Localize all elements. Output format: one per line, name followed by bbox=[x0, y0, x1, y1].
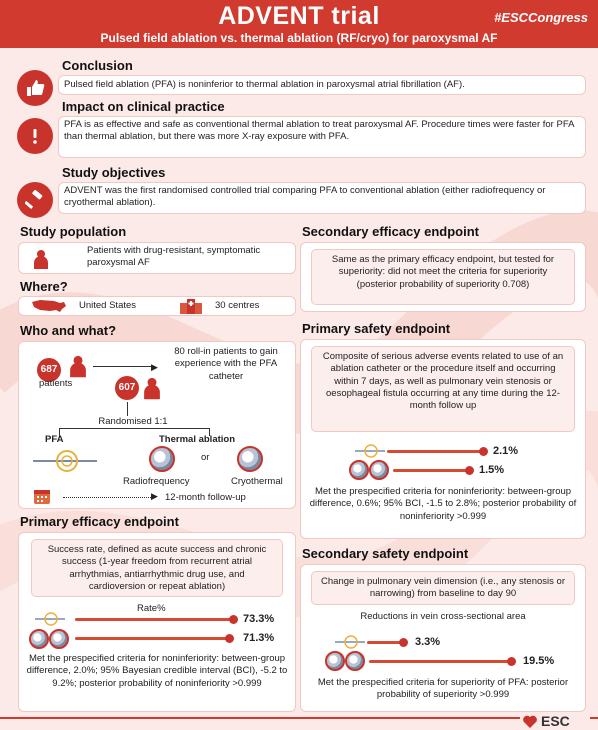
person-icon bbox=[69, 354, 87, 378]
where-centres: 30 centres bbox=[215, 300, 260, 311]
pfa-efficacy-dot bbox=[229, 615, 238, 624]
pfa-pv-bar bbox=[367, 641, 403, 644]
rate-label: Rate% bbox=[137, 603, 166, 614]
who-box bbox=[18, 341, 296, 509]
thermal-pv-dot bbox=[507, 657, 516, 666]
thermal-pv-value: 19.5% bbox=[523, 655, 555, 667]
pfa-pv-value: 3.3% bbox=[415, 636, 441, 648]
alert-icon bbox=[17, 118, 53, 154]
followup-line bbox=[63, 497, 153, 498]
thermal-label: Thermal ablation bbox=[159, 434, 236, 445]
primary-efficacy-heading: Primary efficacy endpoint bbox=[20, 514, 179, 529]
pfa-catheter-icon bbox=[355, 443, 385, 459]
person-icon bbox=[143, 376, 161, 400]
rf-catheter-icon bbox=[29, 629, 49, 649]
rf-catheter-icon bbox=[349, 460, 369, 480]
secondary-efficacy-text: Same as the primary efficacy endpoint, but tested for superiority: did not meet the criteria for superiority (posterior probability of superiority 0.708) bbox=[311, 249, 575, 305]
primary-efficacy-definition: Success rate, defined as acute success and chronic success (1-year freedom from recurrent atrial arrhythmias, antiarrhythmic drug use, and cardioversion or repeat ablation) bbox=[31, 539, 283, 597]
secondary-safety-definition: Change in pulmonary vein dimension (i.e., any stenosis or narrowing) from baseline to day 90 bbox=[311, 571, 575, 605]
thermal-efficacy-dot bbox=[225, 634, 234, 643]
secondary-safety-subtitle: Reductions in vein cross-sectional area bbox=[360, 611, 526, 622]
population-text: Patients with drug-resistant, symptomatic paroxysmal AF bbox=[87, 245, 261, 269]
patients-count-badge: 687 bbox=[37, 358, 61, 382]
radiofrequency-catheter-icon bbox=[149, 446, 175, 472]
rf-catheter-icon bbox=[325, 651, 345, 671]
conclusion-text: Pulsed field ablation (PFA) is noninferior to thermal ablation in paroxysmal atrial fibrillation (AF). bbox=[58, 75, 586, 95]
cryo-catheter-icon bbox=[369, 460, 389, 480]
hashtag: #ESCCongress bbox=[494, 10, 588, 25]
primary-efficacy-box bbox=[18, 532, 296, 712]
thermal-efficacy-value: 71.3% bbox=[243, 632, 275, 644]
objectives-heading: Study objectives bbox=[62, 165, 166, 180]
esc-logo-text: ESC bbox=[541, 713, 570, 729]
conclusion-heading: Conclusion bbox=[62, 58, 133, 73]
pfa-safety-value: 2.1% bbox=[493, 445, 519, 457]
followup-label: 12-month follow-up bbox=[165, 492, 246, 503]
pfa-catheter-icon bbox=[35, 611, 65, 627]
or-label: or bbox=[201, 452, 210, 463]
pfa-safety-dot bbox=[479, 447, 488, 456]
thermal-safety-bar bbox=[393, 469, 467, 472]
where-heading: Where? bbox=[20, 279, 68, 294]
cryo-catheter-icon bbox=[345, 651, 365, 671]
calendar-icon bbox=[33, 488, 51, 504]
primary-safety-result: Met the prespecified criteria for noninferiority: between-group difference, 0.6%; 95% BCI, -1.5 to 2.8%; posterior probability of noninferiority >0.999 bbox=[309, 486, 577, 522]
us-map-icon bbox=[31, 299, 67, 313]
randomised-label: Randomised 1:1 bbox=[98, 416, 168, 427]
arrow-head-icon: ▶ bbox=[151, 491, 158, 501]
impact-text: PFA is as effective and safe as conventional thermal ablation to treat paroxysmal AF. Procedure times were faster for PFA than thermal ablation, but there was more X-ray exposure with PFA. bbox=[58, 116, 586, 158]
primary-safety-heading: Primary safety endpoint bbox=[302, 321, 451, 336]
branch-line bbox=[59, 428, 209, 429]
where-box bbox=[18, 296, 296, 316]
primary-safety-box bbox=[300, 339, 586, 539]
pfa-label: PFA bbox=[45, 434, 64, 445]
page-title: ADVENT trial bbox=[218, 2, 380, 30]
thermal-safety-dot bbox=[465, 466, 474, 475]
heart-icon bbox=[522, 714, 538, 729]
arrow-head-icon: ▶ bbox=[151, 362, 158, 372]
who-heading: Who and what? bbox=[20, 323, 117, 338]
cryo-label: Cryothermal bbox=[231, 476, 283, 487]
secondary-efficacy-box bbox=[300, 242, 586, 312]
hospital-icon bbox=[179, 298, 203, 314]
footer-rule bbox=[0, 717, 598, 719]
gavel-icon bbox=[17, 182, 53, 218]
population-heading: Study population bbox=[20, 224, 127, 239]
rollin-text: 80 roll-in patients to gain experience with the PFA catheter bbox=[174, 346, 278, 382]
thermal-efficacy-bar bbox=[75, 637, 229, 640]
arrow-line bbox=[93, 366, 155, 367]
thermal-safety-value: 1.5% bbox=[479, 464, 505, 476]
pfa-catheter-icon bbox=[335, 634, 365, 650]
cryo-catheter-icon bbox=[237, 446, 263, 472]
cryo-catheter-icon bbox=[49, 629, 69, 649]
secondary-efficacy-heading: Secondary efficacy endpoint bbox=[302, 224, 479, 239]
thumbs-up-icon bbox=[17, 70, 53, 106]
primary-safety-definition: Composite of serious adverse events related to use of an ablation catheter or the procedure itself and occurring within 7 days, as well as pulmonary vein stenosis or oesophageal fistula occurring at any time during the 12-month follow up bbox=[311, 346, 575, 432]
primary-efficacy-result: Met the prespecified criteria for noninferiority: between-group difference, 2.0%; 95% Bayesian credible interval (BCI), -5.2 to 9.2%; posterior probability of noninferiority >0.999 bbox=[26, 653, 288, 689]
secondary-safety-heading: Secondary safety endpoint bbox=[302, 546, 469, 561]
pfa-pv-dot bbox=[399, 638, 408, 647]
objectives-text: ADVENT was the first randomised controlled trial comparing PFA to conventional ablation (either radiofrequency or cryothermal ablation). bbox=[58, 182, 586, 214]
pfa-efficacy-bar bbox=[75, 618, 233, 621]
pfa-catheter-icon bbox=[33, 448, 97, 474]
where-country: United States bbox=[79, 300, 137, 311]
split-line bbox=[127, 402, 128, 416]
page-subtitle: Pulsed field ablation vs. thermal ablation (RF/cryo) for paroxysmal AF bbox=[100, 31, 498, 45]
thermal-pv-bar bbox=[369, 660, 511, 663]
secondary-safety-result: Met the prespecified criteria for superiority of PFA: posterior probability of superiority >0.999 bbox=[317, 677, 569, 701]
footer-logo bbox=[520, 712, 590, 730]
secondary-safety-box bbox=[300, 564, 586, 712]
impact-heading: Impact on clinical practice bbox=[62, 99, 225, 114]
person-icon bbox=[33, 249, 49, 269]
patients-label: patients bbox=[39, 378, 73, 389]
pfa-safety-bar bbox=[387, 450, 483, 453]
rf-label: Radiofrequency bbox=[123, 476, 190, 487]
population-box bbox=[18, 242, 296, 274]
header-banner bbox=[0, 0, 598, 48]
randomised-count-badge: 607 bbox=[115, 376, 139, 400]
pfa-efficacy-value: 73.3% bbox=[243, 613, 275, 625]
